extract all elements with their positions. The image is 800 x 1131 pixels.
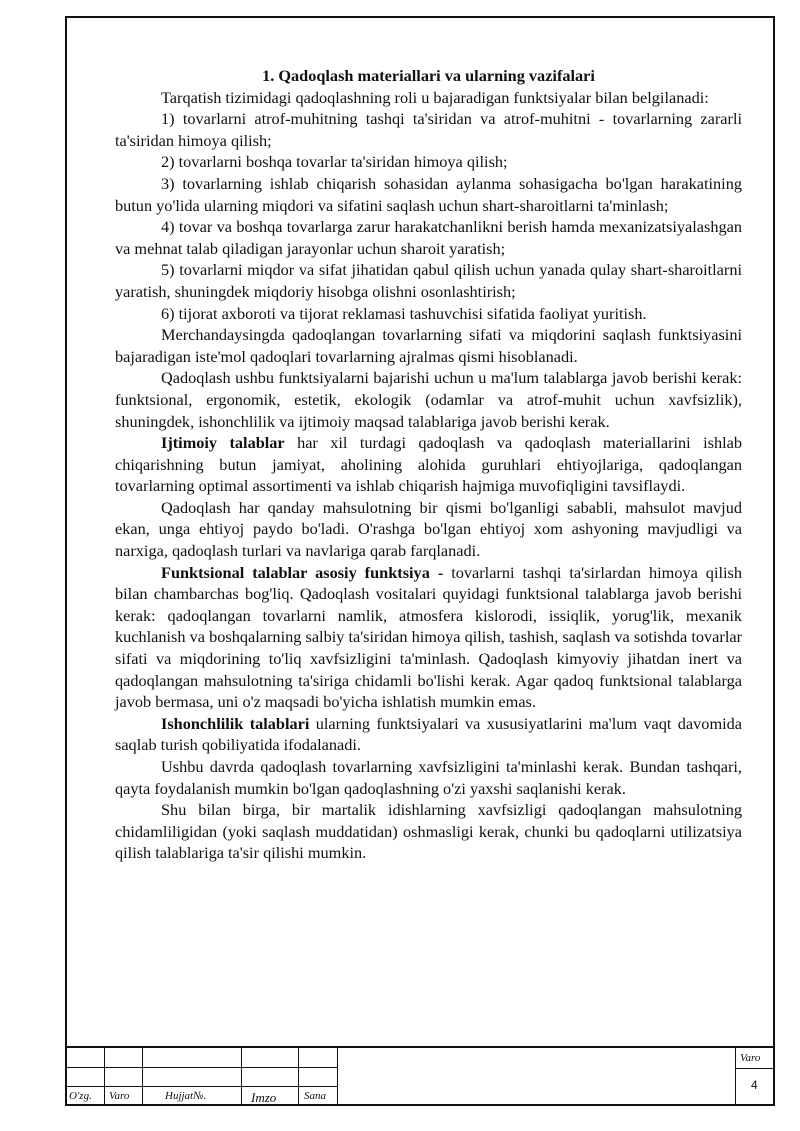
- stamp-col-change: O'zg.: [69, 1090, 92, 1102]
- list-item: 5) tovarlarni miqdor va sifat jihatidan qabul qilish uchun yanada qulay shart-sharoitlarni yaratish, shuningdek miqdoriy hisobga olishni osonlashtirish;: [115, 260, 742, 301]
- paragraph: Shu bilan birga, bir martalik idishlarning xavfsizligi qadoqlangan mahsulotning chidamliligidan (yoki saqlash muddatidan) oshmasligi kerak, chunki bu qadoqlarni utilizatsiya qilish talablariga ta'sir qilishi mumkin.: [115, 800, 742, 863]
- paragraph: Qadoqlash har qanday mahsulotning bir qismi bo'lganligi sababli, mahsulot mavjud ekan, unga ehtiyoj paydo bo'ladi. O'rashga bo'lgan ehtiyoj xom ashyoning mavjudligi va narxiga, qadoqlash turlari va navlariga qarab farqlanadi.: [115, 497, 742, 561]
- paragraph: Ushbu davrda qadoqlash tovarlarning xavfsizligini ta'minlashi kerak. Bundan tashqari, qayta foydalanish mumkin bo'lgan qadoqlashning o'zi yaxshi saqlanishi kerak.: [115, 757, 742, 798]
- stamp-sheet-label: Varo: [740, 1052, 761, 1064]
- paragraph: [115, 562, 742, 713]
- stamp-col-signature: Imzo: [251, 1090, 277, 1105]
- paragraph-text: har xil turdagi qadoqlash va qadoqlash materiallarini ishlab chiqarishning butun jamiyat, aholining alohida guruhlari ehtiyojlariga, qadoqlangan tovarlarning optimal assortimenti va ishlab chiqarish hajmiga muvofiqligini tavsiflaydi.: [115, 433, 743, 496]
- paragraph: [115, 713, 742, 756]
- paragraph-text: ularning funktsiyalari va xususiyatlarini ma'lum vaqt davomida saqlab turish qobiliyatida ifodalanadi.: [115, 713, 742, 755]
- title-block: [65, 1046, 775, 1106]
- bold-term: Ijtimoiy talablar: [161, 433, 285, 453]
- list-item: 6) tijorat axboroti va tijorat reklamasi tashuvchisi sifatida faoliyat yuritish.: [161, 303, 647, 323]
- list-item: 1) tovarlarni atrof-muhitning tashqi ta'siridan va atrof-muhitni - tovarlarning zararli ta'siridan himoya qilish;: [115, 109, 742, 150]
- section-title: 1. Qadoqlash materiallari va ularning vazifalari: [262, 66, 595, 85]
- stamp-col-date: Sana: [304, 1090, 326, 1102]
- bold-term: Funktsional talablar asosiy funktsiya -: [161, 562, 444, 582]
- paragraph: [115, 432, 742, 497]
- stamp-col-sheet: Varo: [109, 1090, 130, 1102]
- document-body: [115, 65, 742, 864]
- paragraph: Tarqatish tizimidagi qadoqlashning roli u bajaradigan funktsiyalar bilan belgilanadi:: [161, 87, 709, 107]
- stamp-col-document-number: Hujjat№.: [165, 1090, 207, 1102]
- list-item: 2) tovarlarni boshqa tovarlar ta'siridan himoya qilish;: [161, 152, 508, 172]
- paragraph: Merchandaysingda qadoqlangan tovarlarning sifati va miqdorini saqlash funktsiyasini bajaradigan iste'mol qadoqlari tovarlarning ajralmas qismi hisoblanadi.: [115, 325, 742, 366]
- page-number: 4: [751, 1078, 758, 1092]
- paragraph-text: tovarlarni tashqi ta'sirlardan himoya qilish bilan chambarchas bog'liq. Qadoqlash vositalari quyidagi funktsional talablarga javob berishi kerak: qadoqlangan tovarlarni namlik, atmosfera kislorodi, issiqlik, yorug'lik, mexanik kuchlanish va boshqalarning salbiy ta'siridan himoya qilish, tashish, saqlash va sotishda tovarlar sifati va miqdorining to'liq xavfsizligini ta'minlash. Qadoqlash kimyoviy jihatdan inert va qadoqlangan mahsulotning ta'siriga chidamli bo'lishi kerak. Agar qadoq funktsional talablarga javob bermasa, uni o'z maqsadi bo'yicha ishlatish mumkin emas.: [115, 562, 742, 712]
- list-item: 4) tovar va boshqa tovarlarga zarur harakatchanlikni berish hamda mexanizatsiyalashgan va mehnat talab qiladigan jarayonlar uchun sharoit yaratish;: [115, 217, 742, 258]
- bold-term: Ishonchlilik talablari: [161, 713, 310, 733]
- list-item: 3) tovarlarning ishlab chiqarish sohasidan aylanma sohasigacha bo'lgan harakatining butun yo'lida ularning miqdori va sifatini saqlash uchun shart-sharoitlarni ta'minlash;: [115, 173, 742, 215]
- paragraph: Qadoqlash ushbu funktsiyalarni bajarishi uchun u ma'lum talablarga javob berishi kerak: funktsional, ergonomik, estetik, ekologik (odamlar va atrof-muhit uchun xavfsizlik), shuningdek, ishonchlilik va ijtimoiy maqsad talablariga javob berishi kerak.: [115, 368, 742, 431]
